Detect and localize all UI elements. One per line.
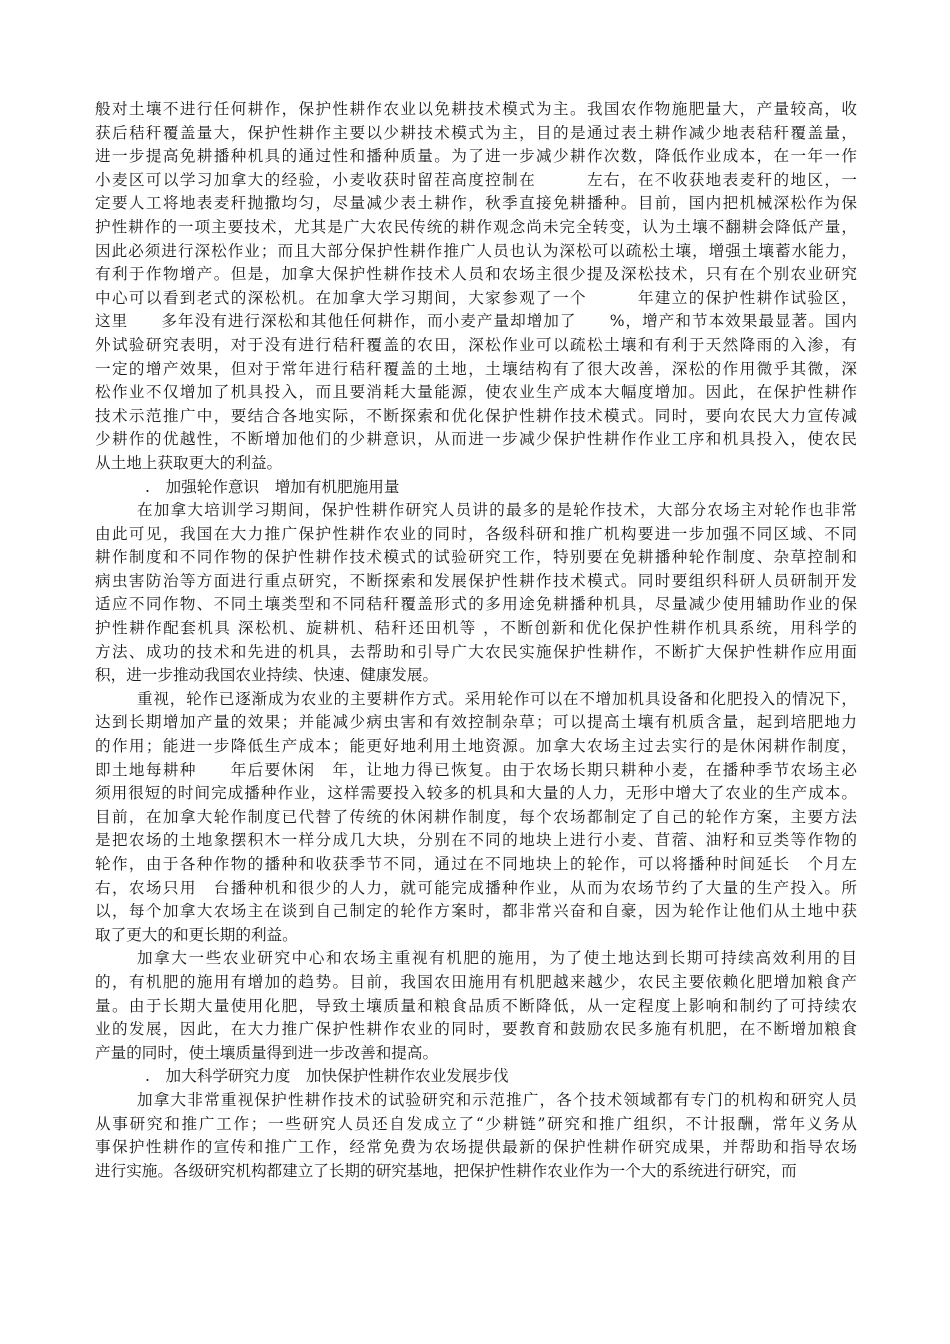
- section-heading: . 加大科学研究力度 加快保护性耕作农业发展步伐: [145, 1067, 509, 1086]
- paragraph-line: 目前，在加拿大轮作制度已代替了传统的休闲耕作制度，每个农场都制定了自己的轮作方案，主要方法: [95, 807, 857, 826]
- paragraph-line: 进行实施。各级研究机构都建立了长期的研究基地，把保护性耕作农业作为一个大的系统进行研究，而: [95, 1161, 797, 1180]
- paragraph-line: 一定的增产效果，但对于常年进行秸秆覆盖的土地，土壤结构有了很大改善，深松的作用微乎其微，深: [95, 359, 857, 378]
- paragraph-line: 定要人工将地表麦秆抛撒均匀，尽量减少表土耕作，秋季直接免耕播种。目前，国内把机械深松作为保: [95, 194, 857, 213]
- paragraph-line: 从土地上获取更大的利益。: [95, 453, 283, 472]
- document-page: [95, 98, 857, 1183]
- paragraph-line: 由此可见，我国在大力推广保护性耕作农业的同时，各级科研和推广机构要进一步加强不同区域、不同: [95, 524, 857, 543]
- paragraph-line: 因此必须进行深松作业；而且大部分保护性耕作推广人员也认为深松可以疏松土壤，增强土壤蓄水能力，: [95, 241, 857, 260]
- paragraph-line: 护性耕作的一项主要技术，尤其是广大农民传统的耕作观念尚未完全转变，认为土壤不翻耕会降低产量，: [95, 217, 857, 236]
- paragraph-line: 病虫害防治等方面进行重点研究，不断探索和发展保护性耕作技术模式。同时要组织科研人员研制开发: [95, 571, 857, 590]
- paragraph-line: 须用很短的时间完成播种作业，这样需要投入较多的机具和大量的人力，无形中增大了农业的生产成本。: [95, 784, 857, 803]
- paragraph-line: 护性耕作配套机具 深松机、旋耕机、秸秆还田机等 ，不断创新和优化保护性耕作机具系统，用科学的: [95, 619, 857, 638]
- paragraph-line: 般对土壤不进行任何耕作，保护性耕作农业以免耕技术模式为主。我国农作物施肥量大，产量较高，收: [95, 100, 857, 118]
- paragraph-line: 业的发展，因此，在大力推广保护性耕作农业的同时，要教育和鼓励农民多施有机肥，在不断增加粮食: [95, 1020, 857, 1039]
- paragraph-line: 技术示范推广中，要结合各地实际，不断探索和优化保护性耕作技术模式。同时，要向农民大力宣传减: [95, 406, 857, 425]
- paragraph-line: 加拿大一些农业研究中心和农场主重视有机肥的施用，为了使土地达到长期可持续高效利用的目: [137, 949, 857, 968]
- paragraph-line: 中心可以看到老式的深松机。在加拿大学习期间，大家参观了一个 年建立的保护性耕作试验区，: [95, 288, 857, 307]
- paragraph-line: 小麦区可以学习加拿大的经验，小麦收获时留茬高度控制在 左右，在不收获地表麦秆的地区，一: [95, 170, 857, 189]
- paragraph-line: 少耕作的优越性，不断增加他们的少耕意识，从而进一步减少保护性耕作作业工序和机具投入，使农民: [95, 430, 857, 449]
- paragraph-line: 适应不同作物、不同土壤类型和不同秸秆覆盖形式的多用途免耕播种机具，尽量减少使用辅助作业的保: [95, 595, 857, 614]
- paragraph-line: 在加拿大培训学习期间，保护性耕作研究人员讲的最多的是轮作技术，大部分农场主对轮作也非常: [137, 501, 857, 520]
- paragraph-line: 方法、成功的技术和先进的机具，去帮助和引导广大农民实施保护性耕作，不断扩大保护性耕作应用面: [95, 642, 857, 661]
- paragraph-line: 获后秸秆覆盖量大，保护性耕作主要以少耕技术模式为主，目的是通过表土耕作减少地表秸秆覆盖量，: [95, 123, 857, 142]
- paragraph-line: 进一步提高免耕播种机具的通过性和播种质量。为了进一步减少耕作次数，降低作业成本，在一年一作: [95, 147, 857, 166]
- paragraph-line: 以，每个加拿大农场主在谈到自己制定的轮作方案时，都非常兴奋和自豪，因为轮作让他们从土地中获: [95, 902, 857, 921]
- paragraph-line: 有利于作物增产。但是，加拿大保护性耕作技术人员和农场主很少提及深松技术，只有在个别农业研究: [95, 265, 857, 284]
- paragraph-line: 的作用；能进一步降低生产成本；能更好地利用土地资源。加拿大农场主过去实行的是休闲耕作制度，: [95, 737, 857, 756]
- paragraph-line: 轮作，由于各种作物的播种和收获季节不同，通过在不同地块上的轮作，可以将播种时间延长 个月左: [95, 855, 857, 873]
- paragraph-line: 量。由于长期大量使用化肥，导致土壤质量和粮食品质不断降低，从一定程度上影响和制约了可持续农: [95, 996, 857, 1015]
- paragraph-line: 的，有机肥的施用有增加的趋势。目前，我国农田施用有机肥越来越少，农民主要依赖化肥增加粮食产: [95, 972, 857, 991]
- paragraph-line: 事保护性耕作的宣传和推广工作，经常免费为农场提供最新的保护性耕作研究成果，并帮助和指导农场: [95, 1138, 857, 1157]
- paragraph-line: 重视，轮作已逐渐成为农业的主要耕作方式。采用轮作可以在不增加机具设备和化肥投入的情况下，: [137, 689, 857, 708]
- paragraph-line: 即土地每耕种 年后要休闲 年，让地力得已恢复。由于农场长期只耕种小麦，在播种季节农场主必: [95, 760, 857, 779]
- paragraph-line: 松作业不仅增加了机具投入，而且要消耗大量能源，使农业生产成本大幅度增加。因此，在保护性耕作: [95, 383, 857, 402]
- paragraph-line: 耕作制度和不同作物的保护性耕作技术模式的试验研究工作，特别要在免耕播种轮作制度、杂草控制和: [95, 548, 857, 567]
- paragraph-line: 达到长期增加产量的效果；并能减少病虫害和有效控制杂草；可以提高土壤有机质含量，起到培肥地力: [95, 713, 857, 732]
- section-heading: . 加强轮作意识 增加有机肥施用量: [145, 477, 400, 496]
- paragraph-line: 右，农场只用 台播种机和很少的人力，就可能完成播种作业，从而为农场节约了大量的生产投入。所: [95, 878, 857, 897]
- paragraph-line: 取了更大的和更长期的利益。: [95, 925, 298, 944]
- paragraph-line: 这里 多年没有进行深松和其他任何耕作，而小麦产量却增加了 %，增产和节本效果最显著。国内: [95, 312, 857, 331]
- paragraph-line: 积，进一步推动我国农业持续、快速、健康发展。: [95, 666, 439, 685]
- paragraph-line: 加拿大非常重视保护性耕作技术的试验研究和示范推广，各个技术领域都有专门的机构和研究人员: [137, 1090, 857, 1109]
- paragraph-line: 产量的同时，使土壤质量得到进一步改善和提高。: [95, 1043, 439, 1062]
- paragraph-line: 外试验研究表明，对于没有进行秸秆覆盖的农田，深松作业可以疏松土壤和有利于天然降雨的入渗，有: [95, 335, 857, 354]
- paragraph-line: 从事研究和推广工作；一些研究人员还自发成立了“少耕链”研究和推广组织，不计报酬，常年义务从: [95, 1114, 857, 1133]
- paragraph-line: 是把农场的土地象摆积木一样分成几大块，分别在不同的地块上进行小麦、苜蓿、油籽和豆类等作物的: [95, 831, 857, 850]
